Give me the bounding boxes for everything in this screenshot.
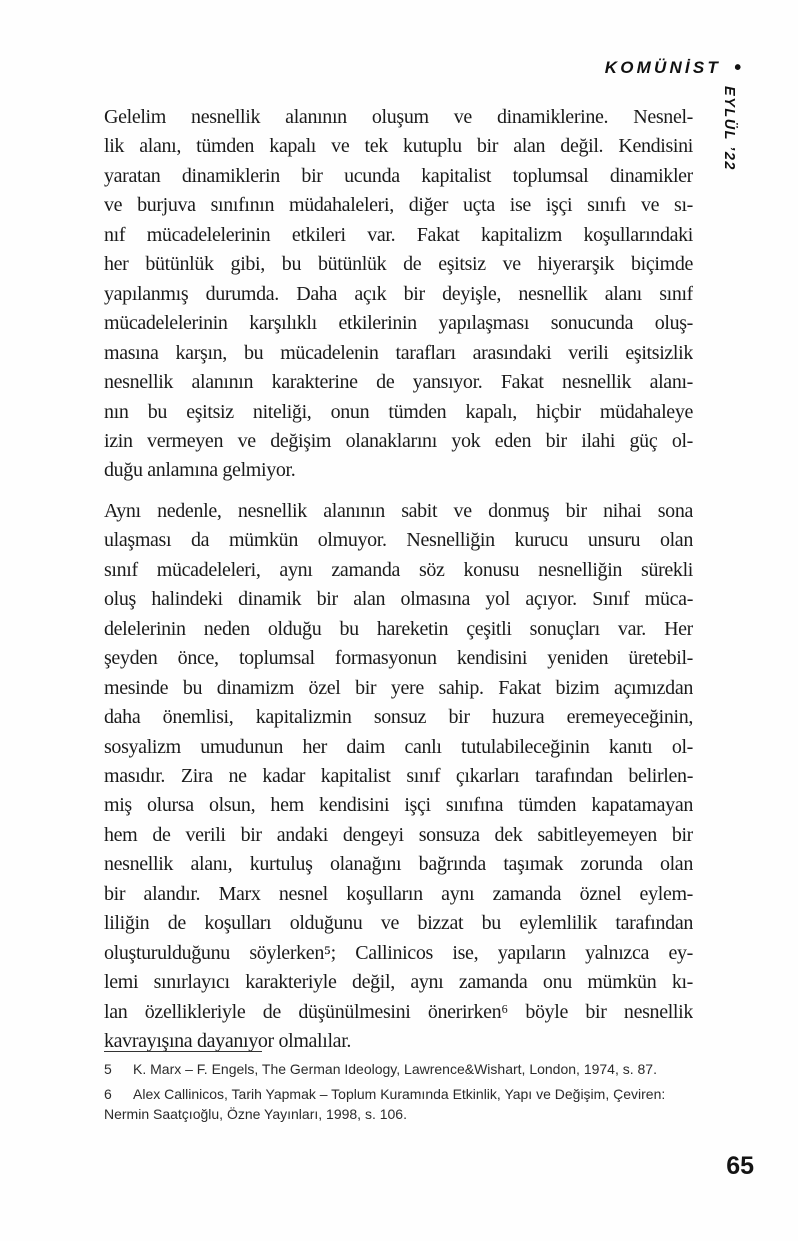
paragraph — [104, 497, 693, 1057]
text-line: lemi sınırlayıcı karakteriyle değil, aynı zamanda onu mümkün kı- — [104, 971, 693, 994]
footnote-number: 6 — [104, 1085, 112, 1102]
text-line: lan özellikleriyle de düşünülmesini önerirken⁶ böyle bir nesnellik — [104, 1000, 693, 1023]
text-line: liliğin de koşulları olduğunu ve bizzat bu eylemlilik tarafından — [104, 912, 693, 935]
text-line: nıf mücadelelerinin etkileri var. Fakat kapitalizm koşullarındaki — [104, 223, 693, 246]
footnote-text: K. Marx – F. Engels, The German Ideology, Lawrence&Wishart, London, 1974, s. 87. — [133, 1061, 657, 1077]
text-line: Gelelim nesnellik alanının oluşum ve dinamiklerine. Nesnel- — [104, 106, 693, 128]
footnotes-list — [104, 1059, 693, 1125]
text-line: her bütünlük gibi, bu bütünlük de eşitsiz ve hiyerarşik biçimde — [104, 253, 693, 276]
text-line: mücadelelerinin karşılıklı etkilerinin yapılaşması sonucunda oluş- — [104, 312, 693, 335]
article-body — [104, 103, 693, 1057]
paragraph — [104, 103, 693, 486]
text-line: lik alanı, tümden kapalı ve tek kutuplu bir alan değil. Kendisini — [104, 135, 693, 158]
text-line: nesnellik alanı, kurtuluş olanağını bağrında taşımak zorunda olan — [104, 853, 693, 876]
footnote-number: 5 — [104, 1061, 112, 1077]
text-line: kavrayışına dayanıyor olmalılar. — [104, 1030, 352, 1053]
text-line: masına karşın, bu mücadelenin tarafları arasındaki verili eşitsizlik — [104, 341, 693, 364]
text-line: oluş halindeki dinamik bir alan olmasına yol açıyor. Sınıf müca- — [104, 588, 693, 611]
text-line: sosyalizm umudunun her daim canlı tutulabileceğinin kanıtı ol- — [104, 735, 693, 758]
footnote-continuation-line: Nermin Saatçıoğlu, Özne Yayınları, 1998, s. 106. — [104, 1106, 407, 1122]
text-line: Aynı nedenle, nesnellik alanının sabit ve donmuş bir nihai sona — [104, 499, 693, 522]
text-line: hem de verili bir andaki dengeyi sonsuza dek sabitleyemeyen bir — [104, 823, 693, 846]
text-line: mesinde bu dinamizm özel bir yere sahip. Fakat bizim açımızdan — [104, 676, 693, 699]
text-line: sınıf mücadeleleri, aynı zamanda söz konusu nesnelliğin sürekli — [104, 558, 693, 581]
text-line: ve burjuva sınıfının müdahaleleri, diğer uçta ise işçi sınıfı ve sı- — [104, 194, 693, 217]
text-line: masıdır. Zira ne kadar kapitalist sınıf çıkarları tarafından belirlen- — [104, 764, 693, 787]
text-line: izin vermeyen ve değişim olanaklarını yok eden bir ilahi güç ol- — [104, 429, 693, 452]
text-line: şeyden önce, toplumsal formasyonun kendisini yeniden üretebil- — [104, 647, 693, 670]
footnote — [104, 1059, 693, 1080]
page-number: 65 — [726, 1152, 754, 1180]
journal-masthead — [605, 58, 741, 78]
footnote-text: Alex Callinicos, Tarih Yapmak – Toplum Kuramında Etkinlik, Yapı ve Değişim, Çeviren: — [133, 1085, 666, 1102]
footnotes-section — [104, 1051, 693, 1125]
footnote — [104, 1084, 693, 1125]
text-line: yaratan dinamiklerin bir ucunda kapitalist toplumsal dinamikler — [104, 164, 693, 187]
text-line: nesnellik alanının karakterine de yansıyor. Fakat nesnellik alanı- — [104, 371, 693, 394]
text-line: nın bu eşitsiz niteliği, onun tümden kapalı, hiçbir müdahaleye — [104, 400, 693, 423]
footnote-first-line — [104, 1059, 693, 1080]
text-line: daha önemlisi, kapitalizmin sonsuz bir huzura eremeyeceğinin, — [104, 706, 693, 729]
footnote-divider — [104, 1051, 262, 1052]
text-line: miş olursa olsun, hem kendisini işçi sınıfına tümden kapatamayan — [104, 794, 693, 817]
text-line: duğu anlamına gelmiyor. — [104, 459, 296, 482]
text-line: yapılanmış durumda. Daha açık bir deyişle, nesnellik alanı sınıf — [104, 282, 693, 305]
masthead-bullet-icon: • — [733, 57, 741, 79]
footnote-first-line — [104, 1084, 693, 1105]
issue-date-label: EYLÜL ’22 — [721, 86, 737, 171]
text-line: bir alandır. Marx nesnel koşulların aynı zamanda öznel eylem- — [104, 882, 693, 905]
text-line: delelerinin neden olduğu bu hareketin çeşitli sonuçları var. Her — [104, 617, 693, 640]
text-line: oluşturulduğunu söylerken⁵; Callinicos ise, yapıların yalnızca ey- — [104, 941, 693, 964]
journal-title: KOMÜNİST — [604, 58, 721, 77]
text-line: ulaşması da mümkün olmuyor. Nesnelliğin kurucu unsuru olan — [104, 529, 693, 552]
